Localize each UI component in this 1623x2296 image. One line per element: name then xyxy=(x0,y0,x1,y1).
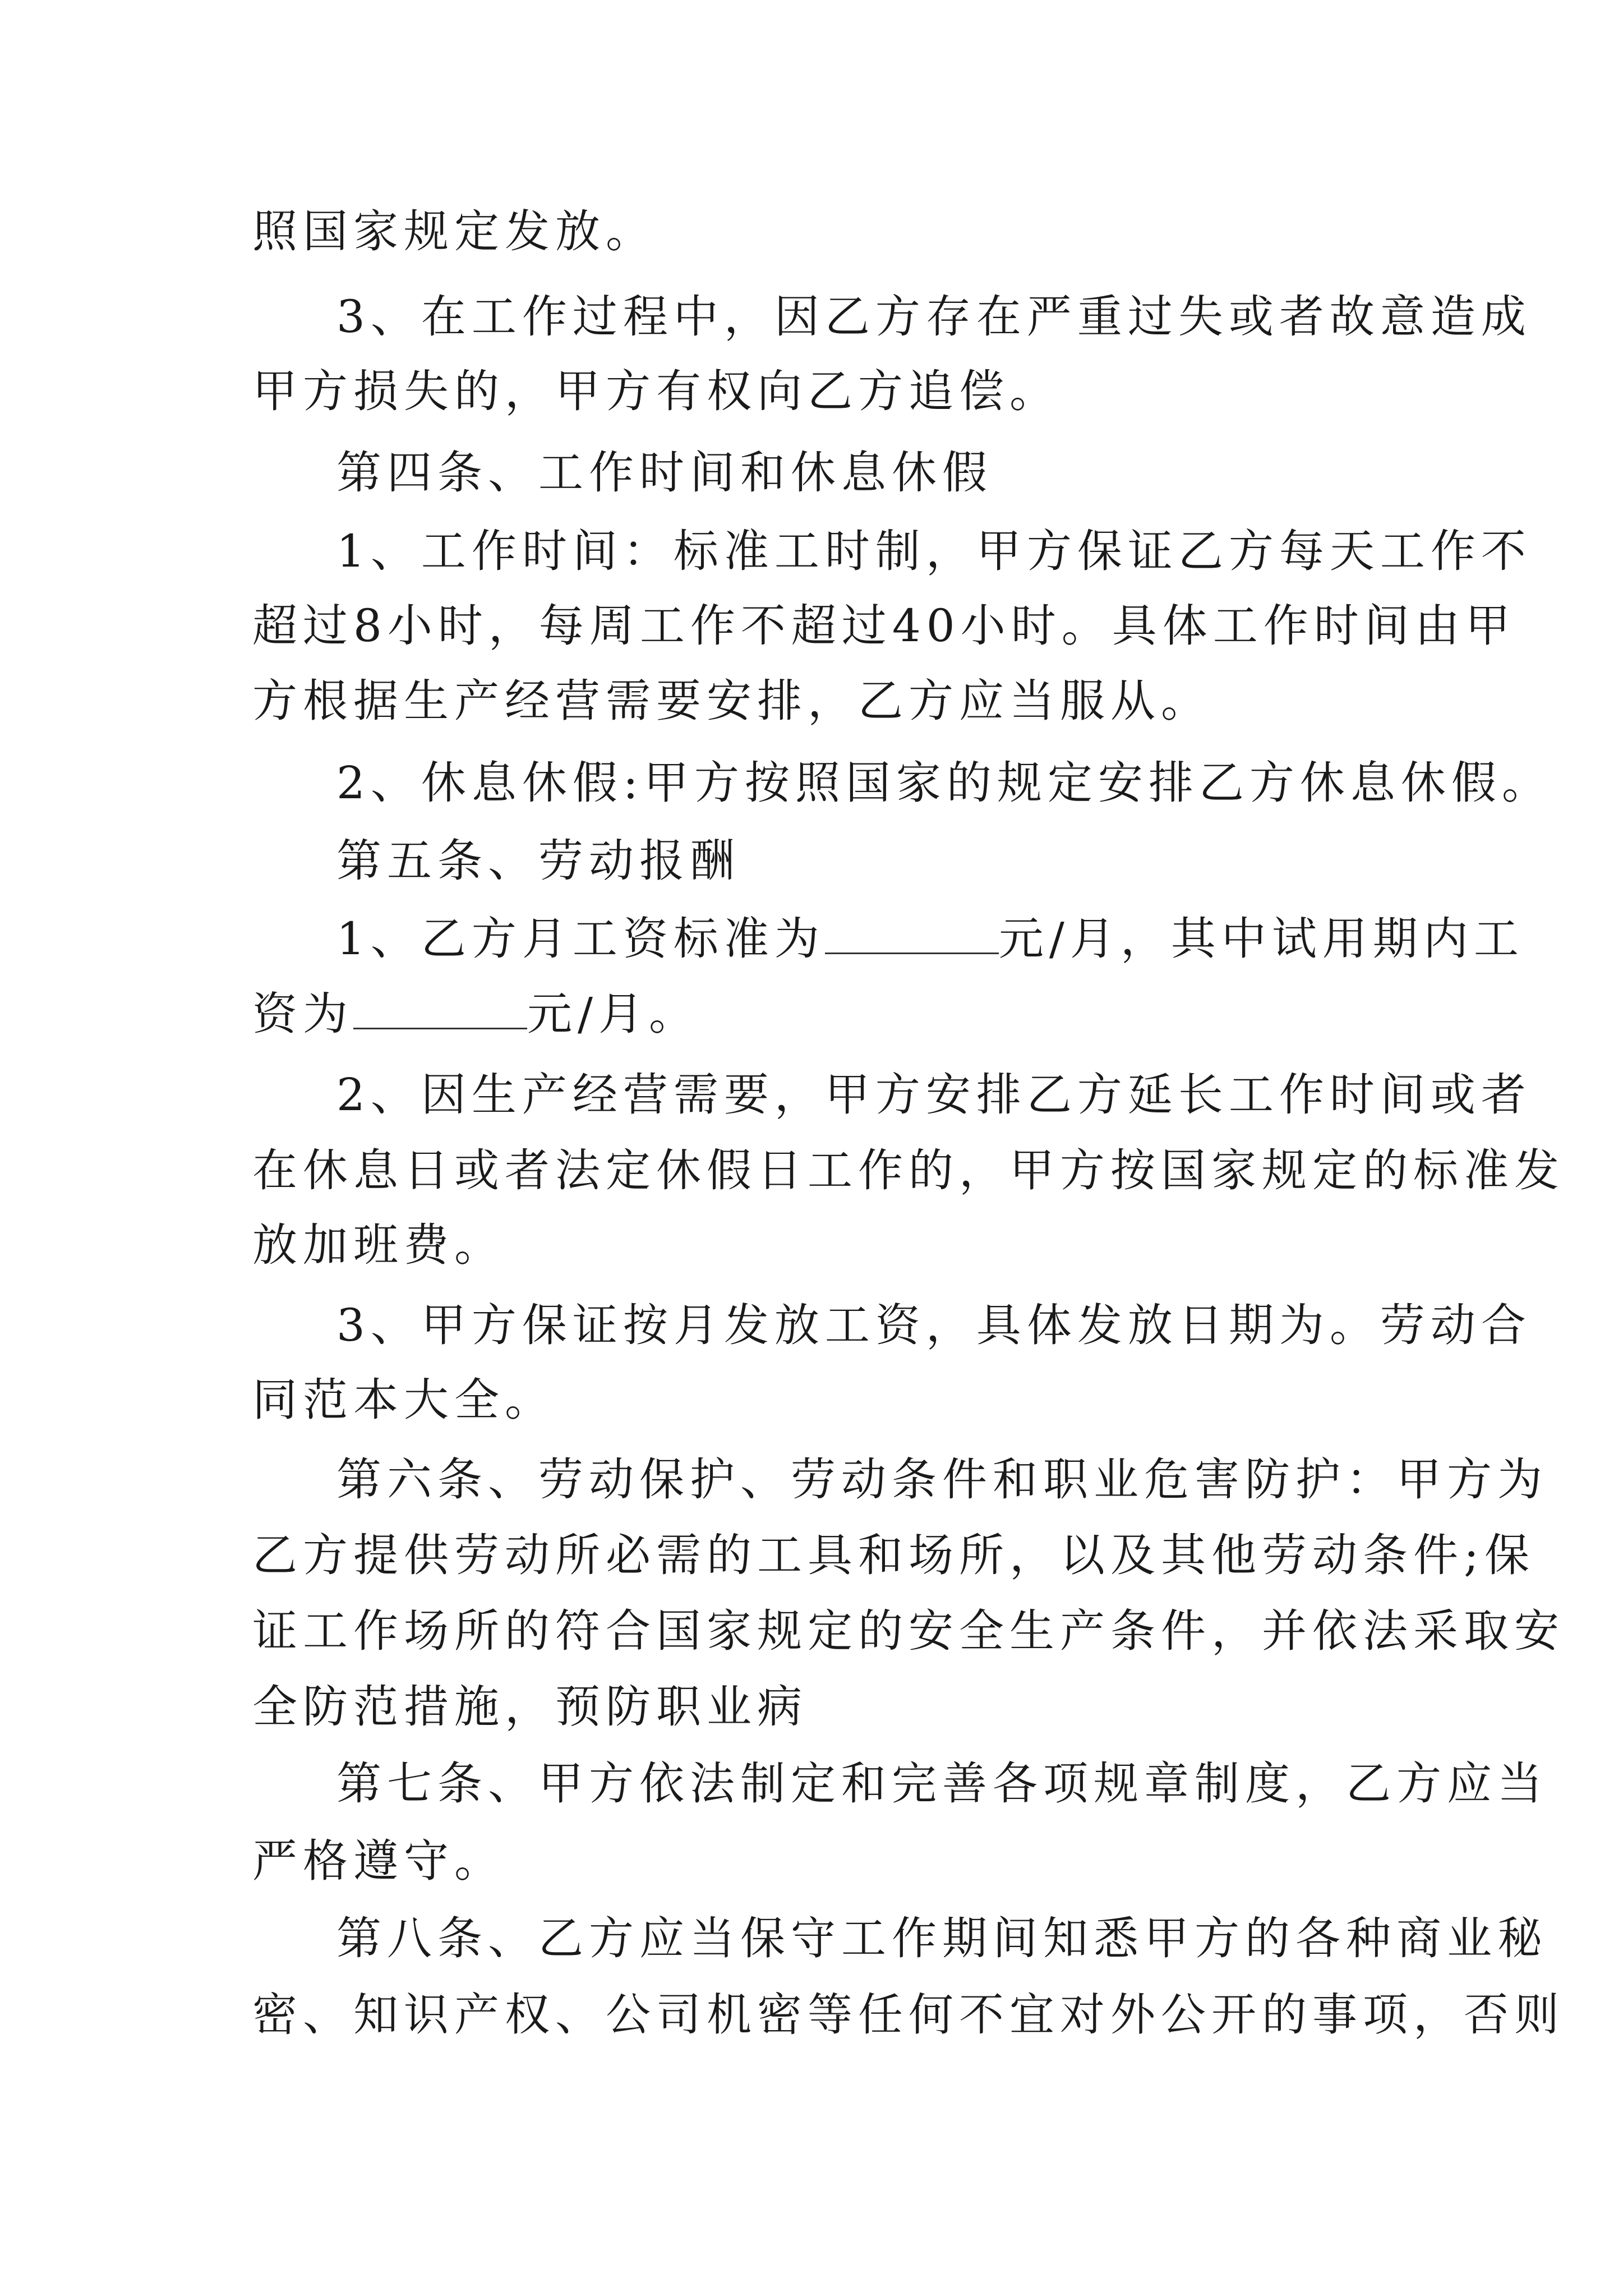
wage-line-2-after: 元/月。 xyxy=(527,988,699,1040)
paragraph-line: 照国家规定发放。 xyxy=(252,205,656,257)
section-heading: 第五条、劳动报酬 xyxy=(336,835,740,887)
paragraph-line: 甲方损失的，甲方有权向乙方追偿。 xyxy=(252,365,1060,417)
section-heading: 第七条、甲方依法制定和完善各项规章制度，乙方应当 xyxy=(336,1757,1548,1810)
probation-wage-blank[interactable] xyxy=(353,1028,527,1029)
paragraph-line: 3、甲方保证按月发放工资，具体发放日期为。劳动合 xyxy=(336,1299,1532,1351)
paragraph-line: 乙方提供劳动所必需的工具和场所，以及其他劳动条件;保 xyxy=(252,1529,1535,1581)
wage-line-2-before: 资为 xyxy=(252,988,353,1040)
paragraph-line: 同范本大全。 xyxy=(252,1374,555,1426)
wage-line-1-before: 1、乙方月工资标准为 xyxy=(336,913,825,965)
wage-line-1-after: 元/月，其中试用期内工 xyxy=(998,913,1524,965)
paragraph-line: 2、因生产经营需要，甲方安排乙方延长工作时间或者 xyxy=(336,1069,1532,1121)
paragraph-line: 全防范措施，预防职业病 xyxy=(252,1681,808,1733)
paragraph-line: 在休息日或者法定休假日工作的，甲方按国家规定的标准发 xyxy=(252,1144,1565,1197)
section-heading: 第六条、劳动保护、劳动条件和职业危害防护：甲方为 xyxy=(336,1453,1548,1506)
wage-line-2 xyxy=(252,986,1396,1042)
paragraph-line: 1、工作时间：标准工时制，甲方保证乙方每天工作不 xyxy=(336,525,1532,577)
paragraph-line: 超过8小时，每周工作不超过40小时。具体工作时间由甲 xyxy=(252,600,1516,652)
monthly-wage-blank[interactable] xyxy=(825,953,999,954)
paragraph-line: 3、在工作过程中，因乙方存在严重过失或者故意造成 xyxy=(336,291,1532,343)
paragraph-line: 密、知识产权、公司机密等任何不宜对外公开的事项，否则 xyxy=(252,1989,1565,2041)
paragraph-line: 方根据生产经营需要安排，乙方应当服从。 xyxy=(252,675,1211,727)
paragraph-line: 证工作场所的符合国家规定的安全生产条件，并依法采取安 xyxy=(252,1605,1565,1657)
section-heading: 第八条、乙方应当保守工作期间知悉甲方的各种商业秘 xyxy=(336,1912,1548,1964)
section-heading: 第四条、工作时间和休息休假 xyxy=(336,447,993,499)
wage-line-1 xyxy=(336,911,1524,967)
paragraph-line: 放加班费。 xyxy=(252,1219,505,1271)
paragraph-line: 严格遵守。 xyxy=(252,1835,505,1887)
paragraph-line: 2、休息休假:甲方按照国家的规定安排乙方休息休假。 xyxy=(336,757,1552,809)
